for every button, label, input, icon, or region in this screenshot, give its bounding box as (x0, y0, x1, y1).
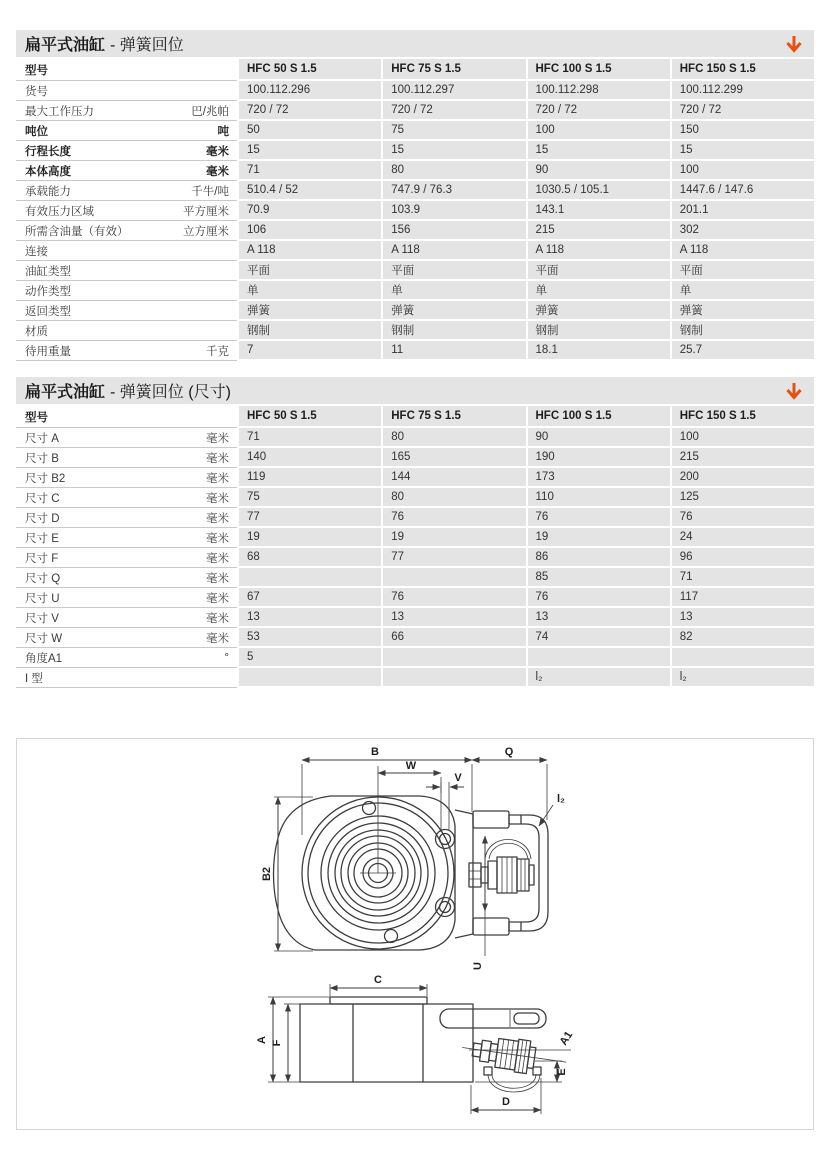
value-cell: 单 (237, 281, 381, 301)
down-arrow-icon (785, 381, 803, 401)
value-cell: 190 (526, 448, 670, 468)
row-label-cell (16, 321, 237, 341)
row-unit: 毫米 (206, 452, 229, 465)
row-label: 有效压力区域 (25, 205, 94, 218)
value-cell: 53 (237, 628, 381, 648)
value-cell: 100.112.296 (237, 81, 381, 101)
down-arrow-icon (785, 34, 803, 54)
dimension-title-suffix: - 弹簧回位 (尺寸) (110, 384, 231, 401)
value-cell: 100.112.297 (381, 81, 525, 101)
row-label: 待用重量 (25, 345, 71, 358)
technical-drawing (17, 740, 813, 1128)
value-cell: 86 (526, 548, 670, 568)
scroll-down-arrow-button[interactable] (783, 33, 805, 55)
value-cell: 117 (670, 588, 814, 608)
value-cell: 钢制 (526, 321, 670, 341)
value-cell: 13 (381, 608, 525, 628)
value-cell: 165 (381, 448, 525, 468)
dimension-section (16, 377, 814, 688)
value-cell: 82 (670, 628, 814, 648)
value-cell: 24 (670, 528, 814, 548)
value-cell: 106 (237, 221, 381, 241)
value-cell: 弹簧 (526, 301, 670, 321)
value-cell: 71 (237, 161, 381, 181)
row-label: 尺寸 E (25, 532, 59, 545)
value-cell: l₂ (670, 668, 814, 688)
row-label-cell (16, 81, 237, 101)
value-cell: 76 (381, 508, 525, 528)
value-cell: 单 (526, 281, 670, 301)
dim-label-l2: l₂ (557, 793, 565, 805)
value-cell: A 118 (381, 241, 525, 261)
value-cell: 100 (670, 161, 814, 181)
value-cell: 85 (526, 568, 670, 588)
spec-section (16, 30, 814, 361)
spec-title-suffix: - 弹簧回位 (110, 37, 184, 54)
row-unit: 吨 (217, 125, 229, 138)
side-view-body (300, 1004, 473, 1082)
column-header: HFC 150 S 1.5 (670, 406, 814, 428)
value-cell: 215 (526, 221, 670, 241)
value-cell: 钢制 (237, 321, 381, 341)
value-cell: 70.9 (237, 201, 381, 221)
row-label-cell (16, 281, 237, 301)
value-cell: 5 (237, 648, 381, 668)
value-cell: 90 (526, 428, 670, 448)
row-label: 返回类型 (25, 305, 71, 318)
value-cell: 平面 (237, 261, 381, 281)
row-label-cell (16, 121, 237, 141)
row-unit: 千牛/吨 (191, 185, 229, 198)
column-header: HFC 100 S 1.5 (526, 406, 670, 428)
value-cell: 156 (381, 221, 525, 241)
row-unit: 毫米 (206, 432, 229, 445)
dim-label-w: W (405, 760, 417, 772)
dim-label-a: A (256, 1036, 268, 1044)
dimension-title-bar (16, 377, 814, 404)
value-cell: 19 (237, 528, 381, 548)
scroll-down-arrow-button[interactable] (783, 380, 805, 402)
row-label: 角度A1 (25, 652, 63, 665)
value-cell: 1447.6 / 147.6 (670, 181, 814, 201)
spec-title-bar (16, 30, 814, 57)
value-cell: 100 (670, 428, 814, 448)
value-cell: 75 (381, 121, 525, 141)
value-cell: 67 (237, 588, 381, 608)
row-label-cell (16, 221, 237, 241)
value-cell: 720 / 72 (526, 101, 670, 121)
value-cell: 18.1 (526, 341, 670, 361)
value-cell: 13 (237, 608, 381, 628)
row-label: I 型 (25, 672, 43, 685)
row-unit: ° (224, 651, 229, 664)
row-label-cell (16, 668, 237, 688)
value-cell (237, 668, 381, 688)
column-header: HFC 75 S 1.5 (381, 406, 525, 428)
value-cell: 720 / 72 (381, 101, 525, 121)
row-label-cell (16, 568, 237, 588)
value-cell: 77 (381, 548, 525, 568)
dim-label-b2: B2 (261, 866, 273, 882)
value-cell: 77 (237, 508, 381, 528)
saddle-plate (330, 997, 427, 1004)
row-label-cell (16, 341, 237, 361)
value-cell: 弹簧 (381, 301, 525, 321)
row-label-cell (16, 201, 237, 221)
carry-handle (440, 1009, 546, 1028)
column-header: HFC 100 S 1.5 (526, 59, 670, 81)
value-cell: 119 (237, 468, 381, 488)
value-cell: 150 (670, 121, 814, 141)
value-cell: A 118 (526, 241, 670, 261)
row-unit: 巴/兆帕 (191, 105, 229, 118)
row-label: 本体高度 (25, 165, 71, 178)
row-unit: 毫米 (206, 592, 229, 605)
model-header-cell: 型号 (16, 59, 237, 81)
value-cell: 15 (670, 141, 814, 161)
row-label: 尺寸 B2 (25, 472, 66, 485)
row-unit: 毫米 (206, 492, 229, 505)
row-unit: 千克 (206, 345, 229, 358)
handle-bar (473, 811, 509, 828)
row-unit: 平方厘米 (183, 205, 229, 218)
row-unit: 毫米 (206, 552, 229, 565)
dim-label-u: U (472, 962, 484, 970)
value-cell: 100.112.298 (526, 81, 670, 101)
value-cell: 201.1 (670, 201, 814, 221)
row-label: 吨位 (25, 125, 48, 138)
value-cell: 110 (526, 488, 670, 508)
value-cell: 103.9 (381, 201, 525, 221)
value-cell (526, 648, 670, 668)
value-cell: 弹簧 (237, 301, 381, 321)
value-cell: 68 (237, 548, 381, 568)
value-cell: 单 (381, 281, 525, 301)
dim-label-b: B (371, 746, 379, 758)
row-label: 最大工作压力 (25, 105, 94, 118)
row-label-cell (16, 648, 237, 668)
row-label-cell (16, 588, 237, 608)
dim-label-f: F (271, 1039, 283, 1047)
row-label-cell (16, 508, 237, 528)
row-label: 材质 (25, 325, 48, 338)
value-cell: 720 / 72 (237, 101, 381, 121)
value-cell: A 118 (670, 241, 814, 261)
value-cell (237, 568, 381, 588)
value-cell: 13 (670, 608, 814, 628)
value-cell (381, 568, 525, 588)
value-cell: 80 (381, 161, 525, 181)
row-label-cell (16, 468, 237, 488)
row-label: 尺寸 U (25, 592, 60, 605)
row-label: 尺寸 D (25, 512, 60, 525)
value-cell: 19 (526, 528, 670, 548)
value-cell: 80 (381, 428, 525, 448)
value-cell: 11 (381, 341, 525, 361)
column-header: HFC 50 S 1.5 (237, 59, 381, 81)
row-label-cell (16, 548, 237, 568)
value-cell: 平面 (670, 261, 814, 281)
value-cell: 15 (526, 141, 670, 161)
column-header: HFC 50 S 1.5 (237, 406, 381, 428)
row-label: 尺寸 F (25, 552, 59, 565)
value-cell (381, 648, 525, 668)
row-label: 动作类型 (25, 285, 71, 298)
row-unit: 立方厘米 (183, 225, 229, 238)
value-cell: 25.7 (670, 341, 814, 361)
value-cell: 96 (670, 548, 814, 568)
row-label-cell (16, 448, 237, 468)
dim-label-v: V (454, 772, 462, 784)
row-label-cell (16, 241, 237, 261)
row-label: 尺寸 C (25, 492, 60, 505)
value-cell: 143.1 (526, 201, 670, 221)
value-cell: 80 (381, 488, 525, 508)
spec-table (16, 59, 814, 361)
value-cell (670, 648, 814, 668)
row-unit: 毫米 (206, 532, 229, 545)
row-label-cell (16, 141, 237, 161)
dust-cap-wire (485, 840, 531, 860)
row-label: 尺寸 B (25, 452, 59, 465)
value-cell: 50 (237, 121, 381, 141)
value-cell: 215 (670, 448, 814, 468)
page (16, 0, 814, 1144)
value-cell: 平面 (381, 261, 525, 281)
dim-label-d: D (502, 1096, 510, 1108)
dim-label-c: C (374, 974, 382, 986)
value-cell: 75 (237, 488, 381, 508)
value-cell: 144 (381, 468, 525, 488)
value-cell: 钢制 (670, 321, 814, 341)
row-unit: 毫米 (206, 612, 229, 625)
spec-title: 扁平式油缸 (25, 37, 106, 54)
row-label: 油缸类型 (25, 265, 71, 278)
value-cell: 弹簧 (670, 301, 814, 321)
row-label-cell (16, 628, 237, 648)
row-label-cell (16, 608, 237, 628)
row-unit: 毫米 (206, 165, 229, 178)
row-label: 尺寸 Q (25, 572, 61, 585)
side-coupler (460, 1032, 569, 1079)
value-cell: 76 (526, 508, 670, 528)
value-cell: 90 (526, 161, 670, 181)
value-cell: 13 (526, 608, 670, 628)
value-cell: 74 (526, 628, 670, 648)
row-unit: 毫米 (206, 572, 229, 585)
value-cell: 76 (526, 588, 670, 608)
value-cell: 66 (381, 628, 525, 648)
value-cell: 100 (526, 121, 670, 141)
row-label: 所需含油量（有效） (25, 225, 129, 238)
value-cell: 15 (237, 141, 381, 161)
value-cell: 302 (670, 221, 814, 241)
handle-bar (473, 918, 509, 935)
row-label: 承载能力 (25, 185, 71, 198)
value-cell: A 118 (237, 241, 381, 261)
dim-label-e: E (556, 1068, 568, 1076)
coupler (469, 863, 481, 887)
row-label: 货号 (25, 85, 48, 98)
row-label-cell (16, 428, 237, 448)
row-label: 连接 (25, 245, 48, 258)
value-cell: 76 (670, 508, 814, 528)
row-label-cell (16, 261, 237, 281)
row-unit: 毫米 (206, 632, 229, 645)
value-cell: 钢制 (381, 321, 525, 341)
row-label-cell (16, 301, 237, 321)
value-cell: 平面 (526, 261, 670, 281)
value-cell: 71 (237, 428, 381, 448)
dim-label-q: Q (504, 746, 514, 758)
value-cell (381, 668, 525, 688)
dimension-title: 扁平式油缸 (25, 384, 106, 401)
value-cell: 76 (381, 588, 525, 608)
value-cell: 15 (381, 141, 525, 161)
value-cell: 1030.5 / 105.1 (526, 181, 670, 201)
row-label-cell (16, 101, 237, 121)
row-label: 尺寸 W (25, 632, 63, 645)
value-cell: 7 (237, 341, 381, 361)
value-cell: 19 (381, 528, 525, 548)
value-cell: 125 (670, 488, 814, 508)
row-unit: 毫米 (206, 145, 229, 158)
value-cell: 747.9 / 76.3 (381, 181, 525, 201)
row-label-cell (16, 181, 237, 201)
value-cell: 200 (670, 468, 814, 488)
dim-label-a1: A1 (557, 1029, 576, 1048)
row-unit: 毫米 (206, 512, 229, 525)
diagram-box (16, 738, 814, 1130)
value-cell: 510.4 / 52 (237, 181, 381, 201)
value-cell: 71 (670, 568, 814, 588)
column-header: HFC 75 S 1.5 (381, 59, 525, 81)
row-label: 行程长度 (25, 145, 71, 158)
model-header-cell: 型号 (16, 406, 237, 428)
row-unit: 毫米 (206, 472, 229, 485)
value-cell: 173 (526, 468, 670, 488)
row-label-cell (16, 528, 237, 548)
row-label: 尺寸 V (25, 612, 59, 625)
value-cell: 720 / 72 (670, 101, 814, 121)
value-cell: 单 (670, 281, 814, 301)
row-label-cell (16, 161, 237, 181)
dimension-table (16, 406, 814, 688)
value-cell: l₂ (526, 668, 670, 688)
value-cell: 100.112.299 (670, 81, 814, 101)
row-label: 尺寸 A (25, 432, 59, 445)
column-header: HFC 150 S 1.5 (670, 59, 814, 81)
bolt-hole (385, 930, 398, 943)
row-label-cell (16, 488, 237, 508)
value-cell: 140 (237, 448, 381, 468)
